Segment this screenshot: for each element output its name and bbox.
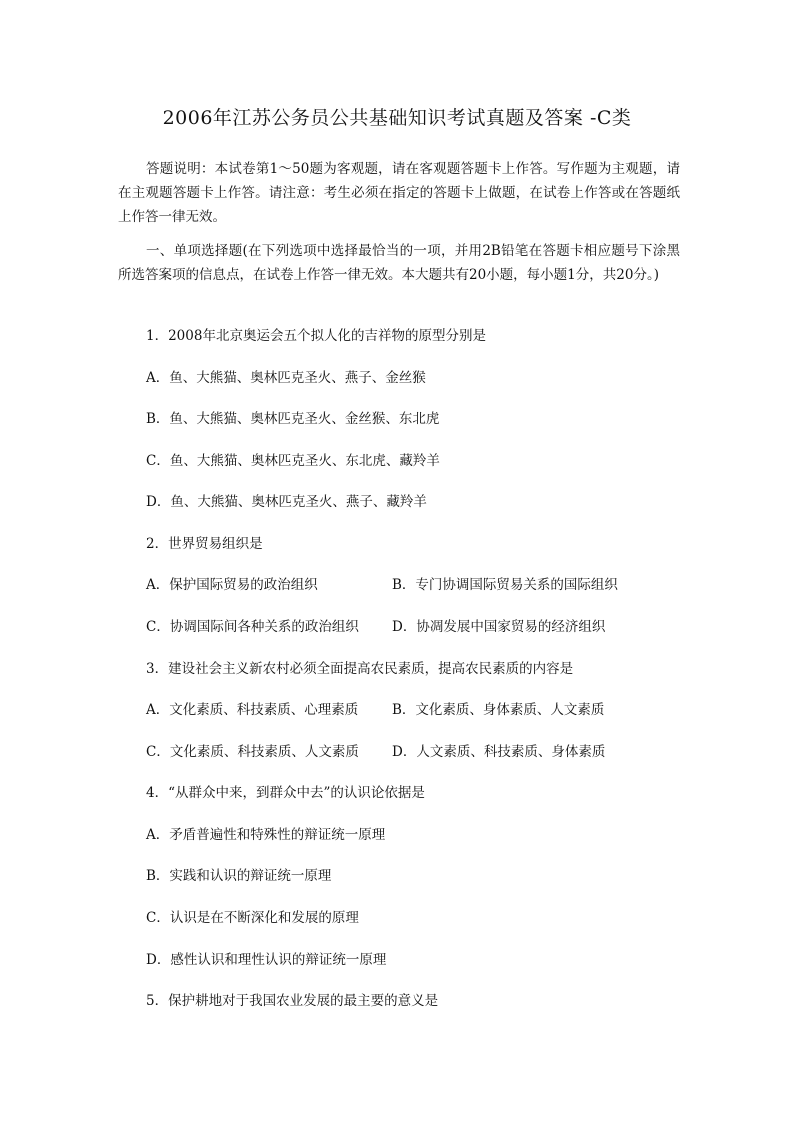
question-2-option-a: A．保护国际贸易的政治组织: [146, 577, 318, 593]
document-title: 2006年江苏公务员公共基础知识考试真题及答案 -C类: [162, 107, 632, 129]
question-3-option-b: B．文化素质、身体素质、人文素质: [392, 702, 605, 718]
question-2-option-d: D．协凋发展中国家贸易的经济组织: [392, 619, 606, 635]
question-3-option-d: D．人文素质、科技素质、身体素质: [392, 744, 606, 760]
instructions-paragraph: 答题说明：本试卷第1～50题为客观题，请在客观题答题卡上作答。写作题为主观题，请在主观题答题卡上作答。请注意：考生必须在指定的答题卡上做题，在试卷上作答或在答题纸上作答一律无效。: [118, 161, 680, 225]
question-2-option-c: C．协调国际间各种关系的政治组织: [146, 619, 359, 635]
question-1-stem: 1．2008年北京奥运会五个拟人化的吉祥物的原型分别是: [146, 328, 486, 344]
question-3-option-c: C．文化素质、科技素质、人文素质: [146, 744, 359, 760]
question-4-stem: 4．“从群众中来，到群众中去”的认识论依据是: [146, 785, 425, 801]
question-5-stem: 5．保护耕地对于我国农业发展的最主要的意义是: [146, 993, 439, 1009]
question-1-option-c: C．鱼、大熊猫、奥林匹克圣火、东北虎、藏羚羊: [146, 453, 440, 469]
question-1-option-d: D．鱼、大熊猫、奥林匹克圣火、燕子、藏羚羊: [146, 494, 427, 510]
section-heading-single-choice: 一、单项选择题(在下列选项中选择最恰当的一项，并用2B铅笔在答题卡相应题号下涂黑所选答案项的信息点，在试卷上作答一律无效。本大题共有20小题，每小题1分，共20分。): [118, 243, 680, 283]
question-2-stem: 2．世界贸易组织是: [146, 536, 263, 552]
question-3-option-a: A．文化素质、科技素质、心理素质: [146, 702, 359, 718]
question-4-option-d: D．感性认识和理性认识的辩证统一原理: [146, 952, 387, 968]
question-4-option-c: C．认识是在不断深化和发展的原理: [146, 910, 359, 926]
question-1-option-b: B．鱼、大熊猫、奥林匹克圣火、金丝猴、东北虎: [146, 411, 440, 427]
question-4-option-a: A．矛盾普遍性和特殊性的辩证统一原理: [146, 827, 386, 843]
question-3-stem: 3．建设社会主义新农村必须全面提高农民素质，提高农民素质的内容是: [146, 661, 574, 677]
question-4-option-b: B．实践和认识的辩证统一原理: [146, 868, 332, 884]
question-2-option-b: B．专门协调国际贸易关系的国际组织: [392, 577, 618, 593]
question-1-option-a: A．鱼、大熊猫、奥林匹克圣火、燕子、金丝猴: [146, 370, 426, 386]
